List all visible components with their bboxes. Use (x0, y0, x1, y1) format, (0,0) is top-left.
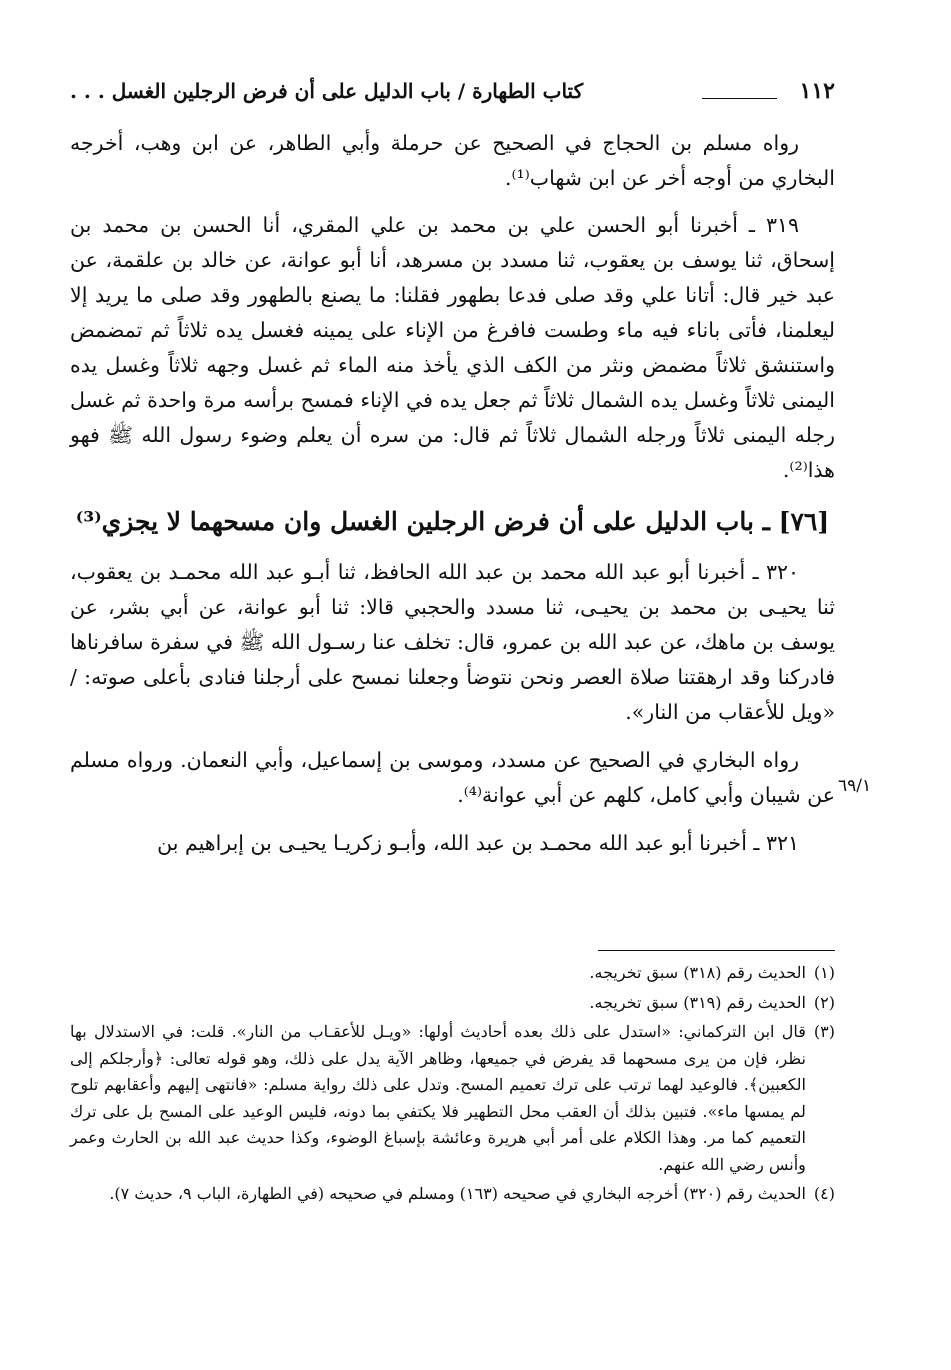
footnote (70, 960, 835, 987)
footnote-text: الحديث رقم (٣١٩) سبق تخريجه. (589, 992, 806, 1012)
footnote-number: (٤) (813, 1184, 835, 1203)
footnote-text: قال ابن التركماني: «استدل على ذلك بعده أحاديث أولها: «ويـل للأعقـاب من النار». قلت: في الاستدلال بها نظر، فإن من يرى مسحهما قد يفرض في جميعها، وظاهر الآية يدل على ذلك، وهو قوله تعالى: ﴿وأرجلكم إلى الكعبين﴾. فالوعيد لهما ترتب على ترك تعميم المسح. وتدل على ذلك رواية مسلم: «فانتهى إليهم وأعقابهم تلوح لم يمسها ماء». فتبين بذلك أن العقب محل التطهير فلا يكتفي بما دونه، فليس الوعيد على المسح بل على ترك التعميم كما مر. وهذا الكلام على أمر أبي هريرة وعائشة بإسباغ الوضوء، وكذا حديث عبد الله بن الحارث وعمر وأنس رضي الله عنهم. (70, 1022, 806, 1174)
paragraph-narration: رواه مسلم بن الحجاج في الصحيح عن حرملة وأبي الطاهر، عن ابن وهب، أخرجه البخاري من أوجه أخر عن ابن شهاب⁽¹⁾. (70, 131, 835, 190)
footnote (70, 1019, 835, 1178)
hadith-320: ٣٢٠ ـ أخبرنا أبو عبد الله محمد بن عبد الله الحافظ، ثنا أبـو عبد الله محمـد بن يعقوب، ثنا يحيـى بن محمد بن يحيـى، ثنا مسدد والحجبي قالا: ثنا أبو عوانة، عن أبي بشر، عن يوسف بن ماهك، عن عبد الله بن عمرو، قال: تخلف عنا رسـول الله ﷺ في سفرة سافرناها فادركنا وقد ارهقتنا صلاة العصر ونحن نتوضأ وجعلنا نمسح على أرجلنا فنادى بأعلى صوته: / «ويل للأعقاب من النار». (70, 560, 835, 724)
footnote-number: (١) (813, 963, 835, 982)
footnotes (70, 960, 835, 1211)
running-title: كتاب الطهارة / باب الدليل على أن فرض الرجلين الغسل . . . (70, 79, 584, 103)
footnote (70, 990, 835, 1017)
main-text (70, 126, 835, 874)
page-number: ١١٢ (799, 78, 835, 104)
footnote-text: الحديث رقم (٣٢٠) أخرجه البخاري في صحيحه (١٦٣) ومسلم في صحيحه (في الطهارة، الباب ٩، حديث ٧). (109, 1184, 806, 1203)
hadith-319: ٣١٩ ـ أخبرنا أبو الحسن علي بن محمد بن علي المقري، أنا الحسن بن محمد بن إسحاق، ثنا يوسف بن يعقوب، ثنا مسدد بن مسرهد، أنا أبو عوانة، عن خالد بن علقمة، عن عبد خير قال: أتانا علي وقد صلى فدعا بطهور فقلنا: ما يصنع بالطهور وقد صلى ما يريد إلا ليعلمنا، فأتى باناء فيه ماء وطست فافرغ من الإناء على يمينه فغسل يده ثلاثاً ثم تمضمض واستنشق ثلاثاً مضمض ونثر من الكف الذي يأخذ منه الماء ثم غسل وجهه ثلاثاً وغسل يده اليمنى ثلاثاً وغسل يده الشمال ثلاثاً ثم جعل يده في الإناء فمسح برأسه مرة واحدة ثم غسل رجله اليمنى ثلاثاً ورجله الشمال ثلاثاً ثم قال: من سره أن يعلم وضوء رسول الله ﷺ فهو هذا⁽²⁾. (70, 213, 835, 482)
page-header (70, 76, 835, 112)
header-rule (702, 98, 777, 99)
footnote-number: (٢) (813, 992, 835, 1012)
footnote-separator (598, 950, 835, 951)
paragraph-narration-320: رواه البخاري في الصحيح عن مسدد، وموسى بن إسماعيل، وأبي النعمان. ورواه مسلم عن شيبان وأبي كامل، كلهم عن أبي عوانة⁽⁴⁾. (70, 748, 835, 807)
chapter-title: [٧٦] ـ باب الدليل على أن فرض الرجلين الغسل وان مسحهما لا يجزي⁽³⁾ (75, 507, 830, 536)
footnote (70, 1181, 835, 1208)
hadith-321: ٣٢١ ـ أخبرنا أبو عبد الله محمـد بن عبد الله، وأبـو زكريـا يحيـى بن إبراهيم بن (157, 831, 799, 855)
footnote-text: الحديث رقم (٣١٨) سبق تخريجه. (589, 963, 806, 982)
footnote-number: (٣) (813, 1022, 835, 1041)
margin-note: ٦٩/١ (838, 776, 872, 796)
